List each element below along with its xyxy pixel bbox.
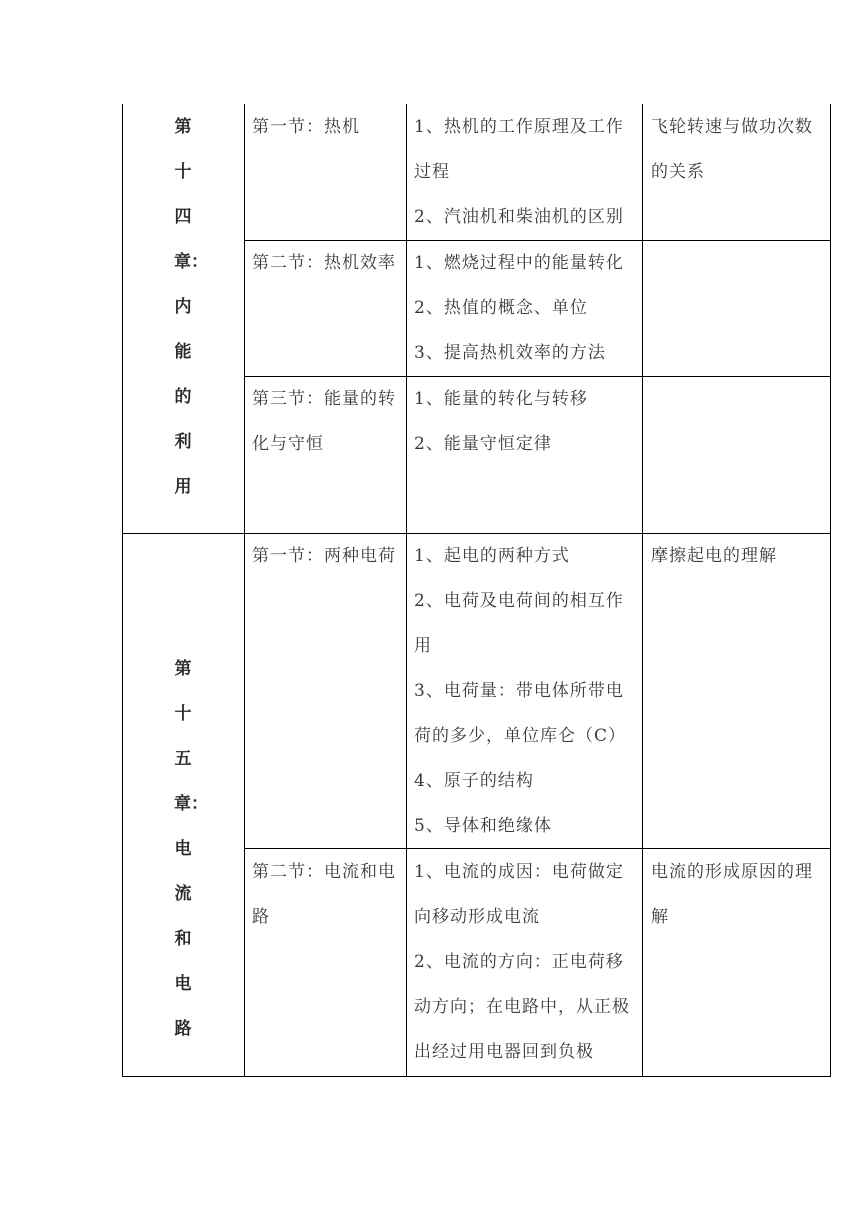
section-title [252, 377, 396, 467]
table-border-bottom [122, 1076, 831, 1077]
chapter-title-char: 利 [174, 432, 192, 452]
chapter-title-char: 四 [174, 207, 192, 227]
column-divider-3 [642, 104, 643, 1077]
section-title-line: 路 [252, 907, 270, 927]
section-title-line: 第一节：两种电荷 [252, 546, 396, 566]
section-title-line: 第二节：电流和电 [252, 862, 396, 882]
chapter-title-char: 流 [174, 884, 192, 904]
knowledge-point-line: 4、原子的结构 [414, 771, 534, 791]
section-title-line: 第三节：能量的转 [252, 389, 396, 409]
knowledge-point-line: 1、电流的成因：电荷做定 [414, 862, 624, 882]
difficulty-line: 的关系 [651, 162, 705, 182]
chapter-title-char: 的 [174, 387, 192, 407]
chapter-title-char: 路 [174, 1019, 192, 1039]
difficulty-points [651, 105, 813, 195]
knowledge-points [414, 105, 624, 240]
knowledge-point-line: 1、燃烧过程中的能量转化 [414, 253, 624, 273]
section-title [252, 241, 396, 286]
knowledge-point-line: 2、电荷及电荷间的相互作 [414, 591, 624, 611]
knowledge-point-line: 1、起电的两种方式 [414, 546, 570, 566]
knowledge-points [414, 534, 626, 849]
knowledge-point-line: 出经过用电器回到负极 [414, 1042, 594, 1062]
difficulty-line: 电流的形成原因的理 [651, 862, 813, 882]
knowledge-point-line: 2、电流的方向：正电荷移 [414, 952, 624, 972]
chapter-title-char: 章： [174, 794, 208, 814]
knowledge-point-line: 向移动形成电流 [414, 907, 540, 927]
table-border-right [830, 104, 831, 1077]
difficulty-points [651, 534, 777, 579]
section-title-line: 第二节：热机效率 [252, 253, 396, 273]
knowledge-point-line: 1、热机的工作原理及工作 [414, 117, 624, 137]
chapter-title [122, 647, 244, 1052]
knowledge-point-line: 2、汽油机和柴油机的区别 [414, 207, 624, 227]
section-title [252, 534, 396, 579]
knowledge-point-line: 荷的多少，单位库仑（C） [414, 726, 627, 746]
chapter-title-char: 第 [174, 659, 192, 679]
chapter-title-char: 电 [174, 974, 192, 994]
difficulty-line: 摩擦起电的理解 [651, 546, 777, 566]
knowledge-point-line: 过程 [414, 162, 450, 182]
chapter-title-char: 和 [174, 929, 192, 949]
knowledge-point-line: 5、导体和绝缘体 [414, 816, 552, 836]
knowledge-point-line: 3、电荷量：带电体所带电 [414, 681, 624, 701]
chapter-title-char: 十 [174, 704, 192, 724]
knowledge-point-line: 动方向；在电路中，从正极 [414, 997, 630, 1017]
knowledge-point-line: 3、提高热机效率的方法 [414, 343, 606, 363]
knowledge-point-line: 1、能量的转化与转移 [414, 389, 588, 409]
section-title [252, 850, 396, 940]
column-divider-2 [406, 104, 407, 1077]
chapter-title-char: 十 [174, 162, 192, 182]
knowledge-points [414, 241, 624, 376]
section-title-line: 化与守恒 [252, 434, 324, 454]
difficulty-points [651, 850, 813, 940]
knowledge-points [414, 850, 630, 1075]
section-title-line: 第一节：热机 [252, 117, 360, 137]
chapter-title-char: 能 [174, 342, 192, 362]
chapter-title-char: 内 [174, 297, 192, 317]
chapter-title-char: 章： [174, 252, 208, 272]
chapter-title-char: 用 [174, 477, 192, 497]
knowledge-points [414, 377, 588, 467]
knowledge-point-line: 用 [414, 636, 432, 656]
difficulty-line: 飞轮转速与做功次数 [651, 117, 813, 137]
section-title [252, 105, 360, 150]
difficulty-line: 解 [651, 907, 669, 927]
knowledge-point-line: 2、能量守恒定律 [414, 434, 552, 454]
knowledge-point-line: 2、热值的概念、单位 [414, 298, 588, 318]
column-divider-1 [244, 104, 245, 1077]
chapter-title [122, 105, 244, 510]
chapter-title-char: 第 [174, 117, 192, 137]
chapter-title-char: 五 [174, 749, 192, 769]
chapter-title-char: 电 [174, 839, 192, 859]
